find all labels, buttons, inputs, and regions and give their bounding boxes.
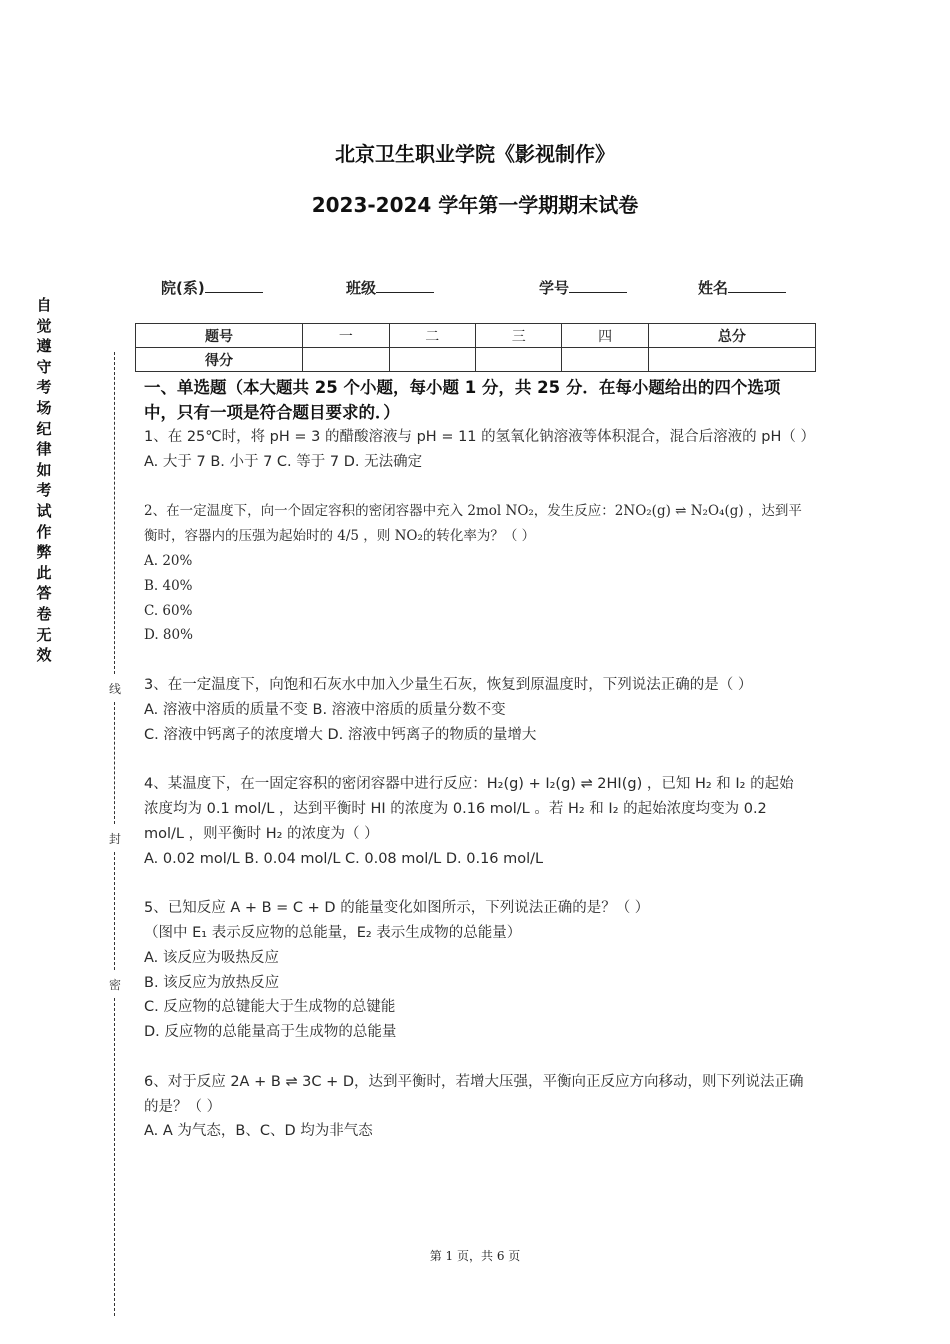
binding-dash-line (114, 702, 115, 824)
question-1 (144, 425, 815, 475)
name-blank (728, 278, 786, 293)
question-stem: 6、对于反应 2A + B ⇌ 3C + D，达到平衡时，若增大压强，平衡向正反应方向移动，则下列说法正确的是？（ ） (144, 1073, 804, 1115)
score-input-cell[interactable] (475, 348, 561, 372)
question-4 (144, 772, 808, 871)
question-stem-note: （图中 E₁ 表示反应物的总能量，E₂ 表示生成物的总能量） (144, 924, 522, 941)
question-6 (144, 1070, 808, 1144)
binding-mark-secret: 密 (108, 978, 121, 992)
question-option: A. 20% (144, 552, 193, 569)
binding-mark-seal: 封 (108, 832, 121, 846)
student-id-blank (569, 278, 627, 293)
question-option: D. 反应物的总能量高于生成物的总能量 (144, 1024, 397, 1041)
page-number: 第 1 页，共 6 页 (429, 1249, 521, 1263)
student-id-field (539, 277, 627, 298)
score-input-cell[interactable] (303, 348, 389, 372)
dept-field (161, 277, 263, 298)
binding-dash-line (114, 852, 115, 970)
class-label: 班级 (346, 279, 377, 297)
exam-content (144, 375, 815, 1144)
score-input-cell[interactable] (562, 348, 648, 372)
score-table-header-row (136, 324, 816, 348)
score-table (135, 323, 816, 372)
binding-dash-line (114, 352, 115, 674)
exam-title-line1: 北京卫生职业学院《影视制作》 (335, 142, 615, 166)
score-input-cell[interactable] (389, 348, 475, 372)
exam-title-line2: 2023-2024 学年第一学期期末试卷 (311, 193, 639, 217)
question-option: B. 40% (144, 577, 193, 594)
dept-label: 院(系) (161, 279, 205, 297)
score-table-cell: 一 (303, 324, 389, 348)
question-option: A. 溶液中溶质的质量不变 B. 溶液中溶质的质量分数不变 (144, 701, 506, 718)
score-label-cell: 得分 (136, 348, 303, 372)
question-option: A. 大于 7 B. 小于 7 C. 等于 7 D. 无法确定 (144, 453, 423, 470)
score-table-cell: 四 (562, 324, 648, 348)
question-option: C. 60% (144, 602, 193, 619)
question-5 (144, 896, 808, 1045)
question-3 (144, 673, 808, 747)
question-stem: 1、在 25℃时，将 pH = 3 的醋酸溶液与 pH = 11 的氢氧化钠溶液等体积混合，混合后溶液的 pH（ ） (144, 429, 815, 445)
question-option: C. 反应物的总键能大于生成物的总键能 (144, 999, 396, 1016)
question-stem: 4、某温度下，在一固定容积的密闭容器中进行反应：H₂(g) + I₂(g) ⇌ 2HI(g) ，已知 H₂ 和 I₂ 的起始浓度均为 0.1 mol/L ，达到平衡时 HI 的浓度为 0.16 mol/L 。若 H₂ 和 I₂ 的起始浓度均变为 0.2 mol/L ，则平衡时 H₂ 的浓度为（ ） (144, 776, 794, 842)
name-field (698, 277, 786, 298)
question-option: D. 80% (144, 627, 193, 644)
score-table-cell: 题号 (136, 324, 303, 348)
question-option: A. 0.02 mol/L B. 0.04 mol/L C. 0.08 mol/L D. 0.16 mol/L (144, 850, 544, 867)
dept-blank (205, 278, 263, 293)
score-table-cell: 总分 (648, 324, 815, 348)
student-id-label: 学号 (539, 279, 570, 297)
question-option: A. 该反应为吸热反应 (144, 949, 279, 966)
side-notice: 自觉遵守考场纪律如考试作弊此答卷无效 (36, 296, 52, 665)
score-table-cell: 三 (475, 324, 561, 348)
question-2 (144, 499, 808, 648)
class-blank (376, 278, 434, 293)
question-stem: 3、在一定温度下，向饱和石灰水中加入少量生石灰，恢复到原温度时，下列说法正确的是（ ） (144, 676, 753, 693)
score-table-cell: 二 (389, 324, 475, 348)
question-option: B. 该反应为放热反应 (144, 974, 280, 991)
question-option: C. 溶液中钙离子的浓度增大 D. 溶液中钙离子的物质的量增大 (144, 726, 537, 743)
section-heading: 一、单选题（本大题共 25 个小题，每小题 1 分，共 25 分．在每小题给出的四个选项中，只有一项是符合题目要求的．） (144, 378, 781, 422)
score-table-score-row (136, 348, 816, 372)
binding-mark-line: 线 (108, 682, 121, 696)
class-field (346, 277, 434, 298)
score-input-cell[interactable] (648, 348, 815, 372)
question-stem: 2、在一定温度下，向一个固定容积的密闭容器中充入 2mol NO₂，发生反应：2NO₂(g) ⇌ N₂O₄(g) ，达到平衡时，容器内的压强为起始时的 4/5 ，则 NO₂的转化率为？（ ） (144, 503, 802, 545)
question-option: A. A 为气态，B、C、D 均为非气态 (144, 1123, 373, 1140)
binding-dash-line (114, 998, 115, 1316)
name-label: 姓名 (698, 279, 729, 297)
question-stem: 5、已知反应 A + B = C + D 的能量变化如图所示，下列说法正确的是？（ ） (144, 900, 650, 917)
